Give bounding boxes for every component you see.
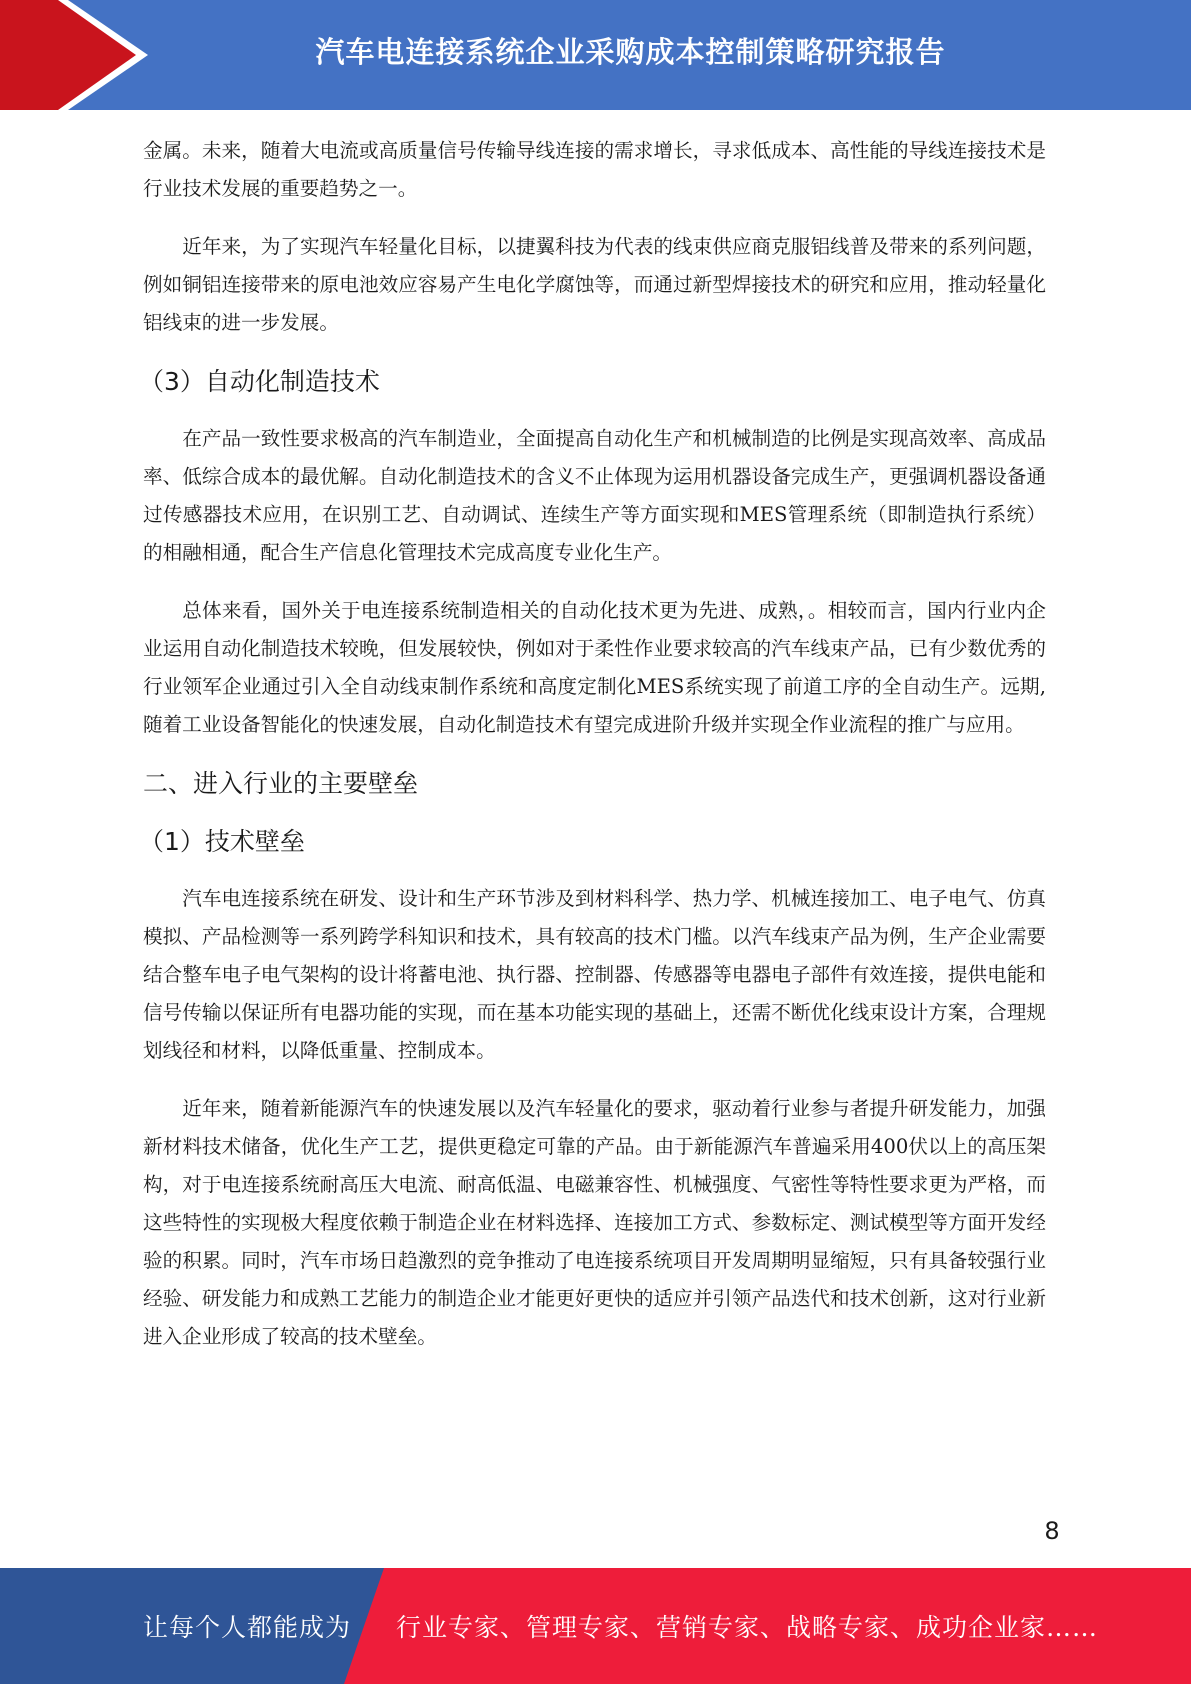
subsection-heading: （1）技术壁垒 (139, 827, 305, 856)
body-paragraph: 汽车电连接系统在研发、设计和生产环节涉及到材料科学、热力学、机械连接加工、电子电气、仿真模拟、产品检测等一系列跨学科知识和技术，具有较高的技术门槛。以汽车线束产品为例，生产企业需要结合整车电子电气架构的设计将蓄电池、执行器、控制器、传感器等电器电子部件有效连接，提供电能和信号传输以保证所有电器功能的实现，而在基本功能实现的基础上，还需不断优化线束设计方案，合理规划线径和材料，以降低重量、控制成本。 (143, 887, 1046, 1062)
footer-slogan-right: 行业专家、管理专家、营销专家、战略专家、成功企业家…… (396, 1613, 1099, 1642)
body-paragraph: 近年来，为了实现汽车轻量化目标，以捷翼科技为代表的线束供应商克服铝线普及带来的系列问题，例如铜铝连接带来的原电池效应容易产生电化学腐蚀等，而通过新型焊接技术的研究和应用，推动轻量化铝线束的进一步发展。 (143, 235, 1046, 334)
chevron-arrow-icon (0, 0, 160, 110)
body-paragraph: 近年来，随着新能源汽车的快速发展以及汽车轻量化的要求，驱动着行业参与者提升研发能力，加强新材料技术储备，优化生产工艺，提供更稳定可靠的产品。由于新能源汽车普遍采用400伏以上的高压架构，对于电连接系统耐高压大电流、耐高低温、电磁兼容性、机械强度、气密性等特性要求更为严格，而这些特性的实现极大程度依赖于制造企业在材料选择、连接加工方式、参数标定、测试模型等方面开发经验的积累。同时，汽车市场日趋激烈的竞争推动了电连接系统项目开发周期明显缩短，只有具备较强行业经验、研发能力和成熟工艺能力的制造企业才能更好更快的适应并引领产品迭代和技术创新，这对行业新进入企业形成了较高的技术壁垒。 (143, 1097, 1046, 1348)
section-heading: 二、进入行业的主要壁垒 (143, 769, 419, 798)
body-paragraph: 金属。未来，随着大电流或高质量信号传输导线连接的需求增长，寻求低成本、高性能的导线连接技术是行业技术发展的重要趋势之一。 (143, 139, 1046, 200)
subsection-heading: （3）自动化制造技术 (139, 367, 380, 396)
body-paragraph: 总体来看，国外关于电连接系统制造相关的自动化技术更为先进、成熟，。相较而言，国内行业内企业运用自动化制造技术较晚，但发展较快，例如对于柔性作业要求较高的汽车线束产品，已有少数优秀的行业领军企业通过引入全自动线束制作系统和高度定制化MES系统实现了前道工序的全自动生产。远期,随着工业设备智能化的快速发展，自动化制造技术有望完成进阶升级并实现全作业流程的推广与应用。 (143, 599, 1046, 736)
page-number: 8 (1044, 1517, 1060, 1545)
document-body (139, 132, 1046, 1376)
footer-slogan-left: 让每个人都能成为 (143, 1613, 352, 1642)
report-title: 汽车电连接系统企业采购成本控制策略研究报告 (315, 34, 946, 69)
report-footer (0, 1568, 1191, 1684)
report-header (0, 0, 1191, 110)
body-paragraph: 在产品一致性要求极高的汽车制造业，全面提高自动化生产和机械制造的比例是实现高效率、高成品率、低综合成本的最优解。自动化制造技术的含义不止体现为运用机器设备完成生产，更强调机器设备通过传感器技术应用，在识别工艺、自动调试、连续生产等方面实现和MES管理系统（即制造执行系统）的相融相通，配合生产信息化管理技术完成高度专业化生产。 (143, 427, 1046, 564)
